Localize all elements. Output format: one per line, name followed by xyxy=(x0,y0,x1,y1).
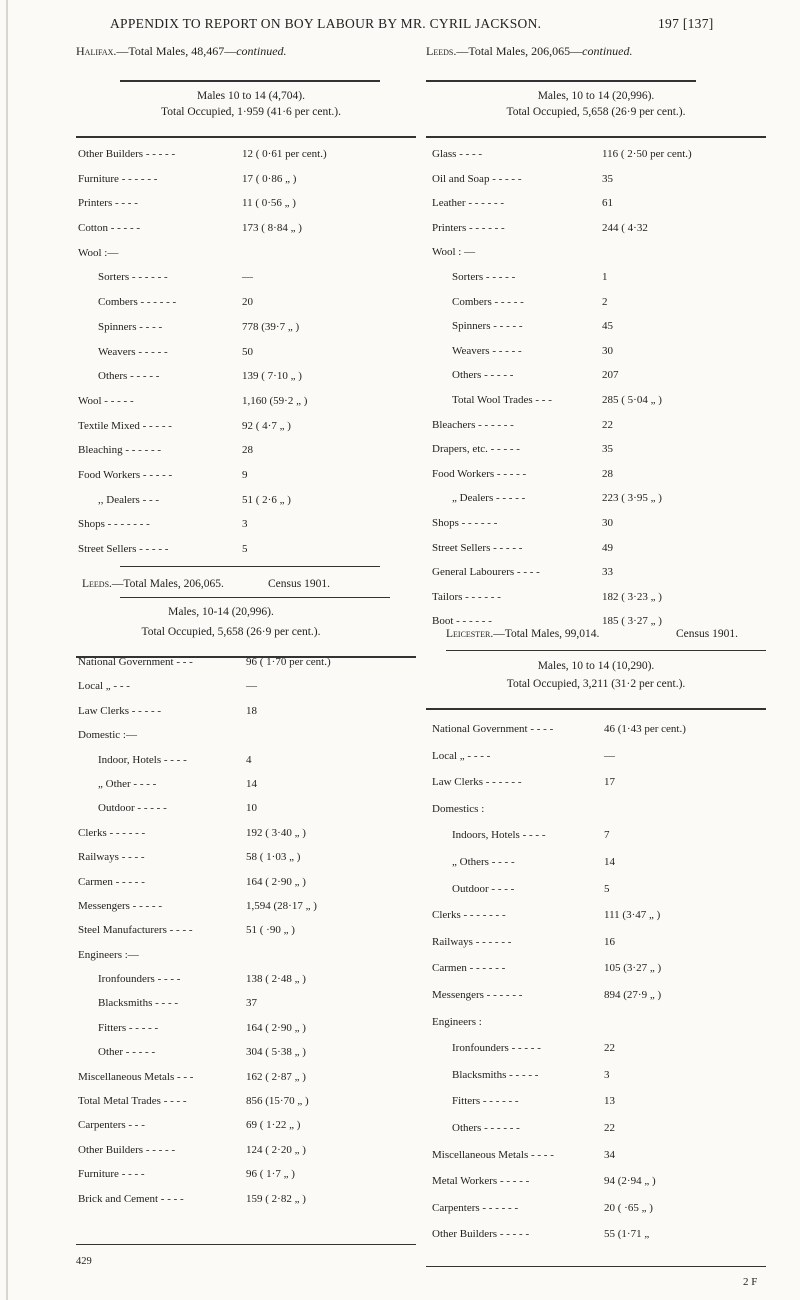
row-label: Domestics : xyxy=(432,802,485,815)
table-row xyxy=(432,585,772,610)
table-row xyxy=(432,982,772,1009)
leeds-occupied: Total Occupied, 5,658 (26·9 per cent.). xyxy=(506,106,686,118)
leicester-males: Males, 10 to 14 (10,290). xyxy=(537,660,655,672)
table-row xyxy=(78,650,418,674)
table-row xyxy=(432,1035,772,1062)
table-row xyxy=(432,388,772,413)
row-value: 1,160 (59·2 „ ) xyxy=(242,394,308,407)
row-value: 124 ( 2·20 „ ) xyxy=(246,1143,306,1156)
row-value: 69 ( 1·22 „ ) xyxy=(246,1119,301,1132)
table-row xyxy=(432,1088,772,1115)
row-value: 14 xyxy=(246,777,257,790)
row-value: 28 xyxy=(242,444,253,457)
row-value: 96 ( 1·70 per cent.) xyxy=(246,656,331,668)
row-label: Shops - - - - - - - xyxy=(78,518,150,531)
table-row xyxy=(432,536,772,561)
row-label: Clerks - - - - - - xyxy=(78,826,146,839)
row-label: Other Builders - - - - - xyxy=(432,1228,530,1241)
row-value: 34 xyxy=(604,1148,615,1161)
leeds-males: Males, 10 to 14 (20,996). xyxy=(537,90,655,102)
table-row xyxy=(78,796,418,820)
row-label: Carpenters - - - - - - xyxy=(432,1201,519,1214)
row-label: Food Workers - - - - - xyxy=(78,468,173,481)
table-row xyxy=(78,943,418,967)
table-row xyxy=(78,463,418,488)
leeds-table-rule xyxy=(426,136,766,138)
table-row xyxy=(78,1040,418,1064)
row-label: National Government - - - xyxy=(78,656,193,668)
row-value: 7 xyxy=(604,829,610,842)
row-label: Glass - - - - xyxy=(432,148,483,160)
row-label: Printers - - - - xyxy=(78,197,138,210)
halifax-males: Males 10 to 14 (4,704). xyxy=(197,90,305,102)
table-row xyxy=(432,796,772,823)
leicester-rule xyxy=(446,650,766,651)
table-row xyxy=(78,699,418,723)
row-label: Other - - - - - xyxy=(98,1046,156,1059)
leeds-census-rule xyxy=(120,597,390,598)
row-label: Oil and Soap - - - - - xyxy=(432,172,522,185)
row-label: Cotton - - - - - xyxy=(78,222,141,235)
row-label: Boot - - - - - - xyxy=(432,615,492,628)
table-row xyxy=(432,849,772,876)
row-label: Local „ - - - - xyxy=(432,749,491,762)
table-row xyxy=(78,845,418,869)
leicester-census-year: Census 1901. xyxy=(676,628,738,640)
table-row xyxy=(78,918,418,942)
table-row xyxy=(78,894,418,918)
row-label: Carmen - - - - - - xyxy=(432,962,506,975)
row-value: 192 ( 3·40 „ ) xyxy=(246,826,306,839)
row-value: 4 xyxy=(246,753,252,766)
table-row xyxy=(78,1187,418,1211)
row-value: 2 xyxy=(602,295,608,308)
row-value: 96 ( 1·7 „ ) xyxy=(246,1168,295,1181)
leeds-top-rule xyxy=(426,80,696,82)
row-label: Messengers - - - - - - xyxy=(432,988,523,1001)
row-label: Carpenters - - - xyxy=(78,1119,145,1132)
row-label: Law Clerks - - - - - xyxy=(78,704,162,717)
leicester-table xyxy=(432,716,772,1248)
row-value: 18 xyxy=(246,704,257,717)
row-value: 111 (3·47 „ ) xyxy=(604,909,661,922)
row-label: Engineers :— xyxy=(78,948,139,961)
row-value: 11 ( 0·56 „ ) xyxy=(242,197,296,210)
table-row xyxy=(78,748,418,772)
row-label: Brick and Cement - - - - xyxy=(78,1192,184,1205)
table-row xyxy=(432,1221,772,1248)
row-label: General Labourers - - - - xyxy=(432,566,540,579)
halifax-occupied: Total Occupied, 1·959 (41·6 per cent.). xyxy=(161,106,341,118)
row-value: — xyxy=(242,271,253,284)
row-value: 20 xyxy=(242,296,253,309)
row-value: 10 xyxy=(246,802,257,815)
row-label: Ironfounders - - - - xyxy=(98,973,181,986)
row-value: 1,594 (28·17 „ ) xyxy=(246,899,317,912)
row-label: „ Others - - - - xyxy=(452,855,515,868)
table-row xyxy=(432,769,772,796)
table-row xyxy=(78,438,418,463)
row-label: Indoor, Hotels - - - - xyxy=(98,753,187,766)
row-label: National Government - - - - xyxy=(432,723,554,735)
row-value: 164 ( 2·90 „ ) xyxy=(246,875,306,888)
table-row xyxy=(78,723,418,747)
row-label: Street Sellers - - - - - xyxy=(432,541,523,554)
table-row xyxy=(78,414,418,439)
leeds-place: Leeds. xyxy=(426,44,457,58)
row-value: 13 xyxy=(604,1095,615,1108)
row-label: Combers - - - - - - xyxy=(98,296,177,309)
halifax-table xyxy=(78,142,418,562)
table-row xyxy=(432,1142,772,1169)
row-label: Carmen - - - - - xyxy=(78,875,145,888)
table-row xyxy=(78,537,418,562)
row-value: 17 ( 0·86 „ ) xyxy=(242,172,297,185)
row-label: Wool :— xyxy=(78,246,119,259)
row-label: Miscellaneous Metals - - - - xyxy=(432,1148,554,1161)
table-row xyxy=(432,216,772,241)
row-value: 182 ( 3·23 „ ) xyxy=(602,590,662,603)
row-value: 30 xyxy=(602,344,613,357)
table-row xyxy=(78,870,418,894)
table-row xyxy=(432,265,772,290)
table-row xyxy=(78,967,418,991)
row-value: 22 xyxy=(602,418,613,431)
row-label: Indoors, Hotels - - - - xyxy=(452,829,546,842)
table-row xyxy=(432,413,772,438)
halifax-table-rule xyxy=(76,136,416,138)
row-value: 51 ( ·90 „ ) xyxy=(246,924,295,937)
table-row xyxy=(78,1065,418,1089)
row-value: 116 ( 2·50 per cent.) xyxy=(602,148,692,160)
table-row xyxy=(432,486,772,511)
row-value: 223 ( 3·95 „ ) xyxy=(602,492,662,505)
row-label: Tailors - - - - - - xyxy=(432,590,501,603)
row-label: Others - - - - - xyxy=(98,370,160,383)
row-value: 35 xyxy=(602,172,613,185)
leeds-census-males: Males, 10-14 (20,996). xyxy=(168,606,274,618)
table-row xyxy=(432,560,772,585)
row-value: 1 xyxy=(602,270,608,283)
row-label: Wool : — xyxy=(432,246,476,259)
row-label: Shops - - - - - - xyxy=(432,516,498,529)
row-label: Miscellaneous Metals - - - xyxy=(78,1070,194,1083)
row-value: 3 xyxy=(604,1068,610,1081)
table-row xyxy=(432,191,772,216)
table-row xyxy=(432,1009,772,1036)
row-value: 16 xyxy=(604,935,615,948)
table-row xyxy=(432,167,772,192)
row-value: 162 ( 2·87 „ ) xyxy=(246,1070,306,1083)
row-label: Textile Mixed - - - - - xyxy=(78,419,172,432)
table-row xyxy=(432,511,772,536)
halifax-bottom-rule xyxy=(120,566,380,567)
page-header xyxy=(0,16,800,40)
table-row xyxy=(432,716,772,743)
halifax-continued: continued. xyxy=(236,44,287,58)
table-row xyxy=(432,363,772,388)
row-value: 139 ( 7·10 „ ) xyxy=(242,370,302,383)
row-label: „ Dealers - - - - - xyxy=(452,492,526,505)
leeds-census-occupied: Total Occupied, 5,658 (26·9 per cent.). xyxy=(141,626,321,638)
halifax-place: Halifax. xyxy=(76,44,117,58)
row-value: 30 xyxy=(602,516,613,529)
row-label: Engineers : xyxy=(432,1015,482,1028)
row-label: Drapers, etc. - - - - - xyxy=(432,443,520,456)
row-label: Leather - - - - - - xyxy=(432,197,505,210)
row-value: — xyxy=(604,749,615,762)
row-value: 185 ( 3·27 „ ) xyxy=(602,615,662,628)
row-label: Spinners - - - - xyxy=(98,320,163,333)
table-row xyxy=(78,512,418,537)
table-row xyxy=(78,340,418,365)
row-value: 159 ( 2·82 „ ) xyxy=(246,1192,306,1205)
row-value: 244 ( 4·32 xyxy=(602,221,648,234)
row-value: 207 xyxy=(602,369,619,382)
row-label: Local „ - - - xyxy=(78,680,130,693)
table-row xyxy=(432,822,772,849)
leeds-total: —Total Males, 206,065— xyxy=(456,44,583,58)
leicester-occupied: Total Occupied, 3,211 (31·2 per cent.). xyxy=(506,678,686,690)
leeds-heading xyxy=(426,44,632,59)
table-row xyxy=(78,315,418,340)
table-row xyxy=(78,1138,418,1162)
row-value: 55 (1·71 „ xyxy=(604,1228,650,1241)
row-label: Sorters - - - - - - xyxy=(98,271,168,284)
row-value: 45 xyxy=(602,320,613,333)
row-value: 138 ( 2·48 „ ) xyxy=(246,973,306,986)
halifax-top-rule xyxy=(120,80,380,82)
row-value: 50 xyxy=(242,345,253,358)
table-row xyxy=(432,1168,772,1195)
row-value: 61 xyxy=(602,197,613,210)
row-value: 17 xyxy=(604,776,615,789)
row-label: Other Builders - - - - - xyxy=(78,148,176,160)
row-label: Ironfounders - - - - - xyxy=(452,1042,541,1055)
row-label: Food Workers - - - - - xyxy=(432,467,527,480)
row-value: 5 xyxy=(604,882,610,895)
table-row xyxy=(432,955,772,982)
row-label: Furniture - - - - - - xyxy=(78,172,158,185)
row-label: Metal Workers - - - - - xyxy=(432,1175,530,1188)
leeds-census-place: Leeds. xyxy=(82,578,112,590)
row-label: Railways - - - - - - xyxy=(432,935,512,948)
row-value: 14 xyxy=(604,855,615,868)
row-value: 12 ( 0·61 per cent.) xyxy=(242,148,327,160)
table-row xyxy=(78,216,418,241)
row-label: Furniture - - - - xyxy=(78,1168,145,1181)
row-value: 49 xyxy=(602,541,613,554)
row-value: 33 xyxy=(602,566,613,579)
page-edge xyxy=(6,0,8,1300)
row-label: Sorters - - - - - xyxy=(452,270,516,283)
row-value: 35 xyxy=(602,443,613,456)
row-label: Bleachers - - - - - - xyxy=(432,418,514,431)
row-label: Blacksmiths - - - - - xyxy=(452,1068,539,1081)
row-value: 94 (2·94 „ ) xyxy=(604,1175,656,1188)
row-value: 46 (1·43 per cent.) xyxy=(604,723,686,735)
leicester-place: Leicester. xyxy=(446,628,494,640)
row-label: Outdoor - - - - xyxy=(452,882,515,895)
table-row xyxy=(78,364,418,389)
table-row xyxy=(78,674,418,698)
row-label: Law Clerks - - - - - - xyxy=(432,776,522,789)
row-label: Weavers - - - - - xyxy=(98,345,168,358)
row-value: 28 xyxy=(602,467,613,480)
row-value: 164 ( 2·90 „ ) xyxy=(246,1021,306,1034)
row-label: Domestic :— xyxy=(78,729,137,742)
table-row xyxy=(432,339,772,364)
leeds-census-total: —Total Males, 206,065. xyxy=(111,578,224,590)
table-row xyxy=(78,389,418,414)
row-value: 92 ( 4·7 „ ) xyxy=(242,419,291,432)
row-label: Blacksmiths - - - - xyxy=(98,997,179,1010)
table-row xyxy=(78,1113,418,1137)
table-row xyxy=(78,1089,418,1113)
table-row xyxy=(78,191,418,216)
table-row xyxy=(432,290,772,315)
leicester-table-rule xyxy=(426,708,766,710)
table-row xyxy=(432,142,772,167)
table-row xyxy=(78,1016,418,1040)
table-row xyxy=(78,991,418,1015)
row-label: Weavers - - - - - xyxy=(452,344,522,357)
left-bottom-rule xyxy=(76,1244,416,1245)
row-value: 856 (15·70 „ ) xyxy=(246,1095,309,1108)
leeds-census-table xyxy=(78,650,418,1211)
table-row xyxy=(432,1115,772,1142)
leeds-census-year: Census 1901. xyxy=(268,578,330,590)
row-value: 9 xyxy=(242,468,248,481)
row-label: Railways - - - - xyxy=(78,851,145,864)
row-value: 3 xyxy=(242,518,248,531)
table-row xyxy=(432,1062,772,1089)
row-label: Wool - - - - - xyxy=(78,394,134,407)
table-row xyxy=(78,772,418,796)
row-value: 304 ( 5·38 „ ) xyxy=(246,1046,306,1059)
row-value: 173 ( 8·84 „ ) xyxy=(242,222,302,235)
table-row xyxy=(78,265,418,290)
row-label: Others - - - - - - xyxy=(452,1121,520,1134)
table-row xyxy=(78,1162,418,1186)
row-label: Street Sellers - - - - - xyxy=(78,543,169,555)
row-value: 5 xyxy=(242,543,248,555)
row-label: Total Wool Trades - - - xyxy=(452,393,552,406)
table-row xyxy=(432,240,772,265)
row-label: Clerks - - - - - - - xyxy=(432,909,506,922)
table-row xyxy=(432,902,772,929)
row-value: 22 xyxy=(604,1121,615,1134)
row-label: Spinners - - - - - xyxy=(452,320,523,333)
leeds-continued: continued. xyxy=(582,44,633,58)
leeds-census-heading xyxy=(82,578,224,590)
halifax-total: —Total Males, 48,467— xyxy=(116,44,237,58)
row-label: Total Metal Trades - - - - xyxy=(78,1095,187,1108)
row-label: Others - - - - - xyxy=(452,369,514,382)
row-label: Messengers - - - - - xyxy=(78,899,162,912)
row-label: Bleaching - - - - - - xyxy=(78,444,162,457)
row-label: Combers - - - - - xyxy=(452,295,524,308)
leeds-table xyxy=(432,142,772,634)
row-label: Outdoor - - - - - xyxy=(98,802,167,815)
table-row xyxy=(432,1195,772,1222)
footer-right: 2 F xyxy=(743,1276,758,1288)
footer-left: 429 xyxy=(76,1256,92,1267)
row-label: Steel Manufacturers - - - - xyxy=(78,924,193,937)
row-value: 894 (27·9 „ ) xyxy=(604,988,662,1001)
table-row xyxy=(432,437,772,462)
table-row xyxy=(432,743,772,770)
row-label: „ Other - - - - xyxy=(98,777,157,790)
row-value: 51 ( 2·6 „ ) xyxy=(242,493,291,506)
row-value: 20 ( ·65 „ ) xyxy=(604,1201,653,1214)
table-row xyxy=(432,314,772,339)
halifax-heading xyxy=(76,44,287,59)
row-value: 58 ( 1·03 „ ) xyxy=(246,851,301,864)
page-number: 197 [137] xyxy=(658,16,714,31)
row-value: — xyxy=(246,680,257,693)
table-row xyxy=(78,142,418,167)
table-row xyxy=(432,462,772,487)
page-title: APPENDIX TO REPORT ON BOY LABOUR BY MR. CYRIL JACKSON. xyxy=(110,16,542,31)
row-value: 22 xyxy=(604,1042,615,1055)
table-row xyxy=(78,290,418,315)
table-row xyxy=(78,241,418,266)
row-value: 37 xyxy=(246,997,257,1010)
table-row xyxy=(432,929,772,956)
table-row xyxy=(432,876,772,903)
leicester-total: —Total Males, 99,014. xyxy=(493,628,600,640)
row-label: ,, Dealers - - - xyxy=(98,493,160,506)
row-label: Printers - - - - - - xyxy=(432,221,505,234)
row-value: 105 (3·27 „ ) xyxy=(604,962,662,975)
row-label: Fitters - - - - - xyxy=(98,1021,159,1034)
row-label: Other Builders - - - - - xyxy=(78,1143,176,1156)
row-value: 778 (39·7 „ ) xyxy=(242,320,300,333)
table-row xyxy=(78,167,418,192)
row-value: 285 ( 5·04 „ ) xyxy=(602,393,662,406)
leicester-heading xyxy=(446,628,599,640)
right-bottom-rule xyxy=(426,1266,766,1267)
row-label: Fitters - - - - - - xyxy=(452,1095,519,1108)
table-row xyxy=(78,821,418,845)
table-row xyxy=(78,488,418,513)
